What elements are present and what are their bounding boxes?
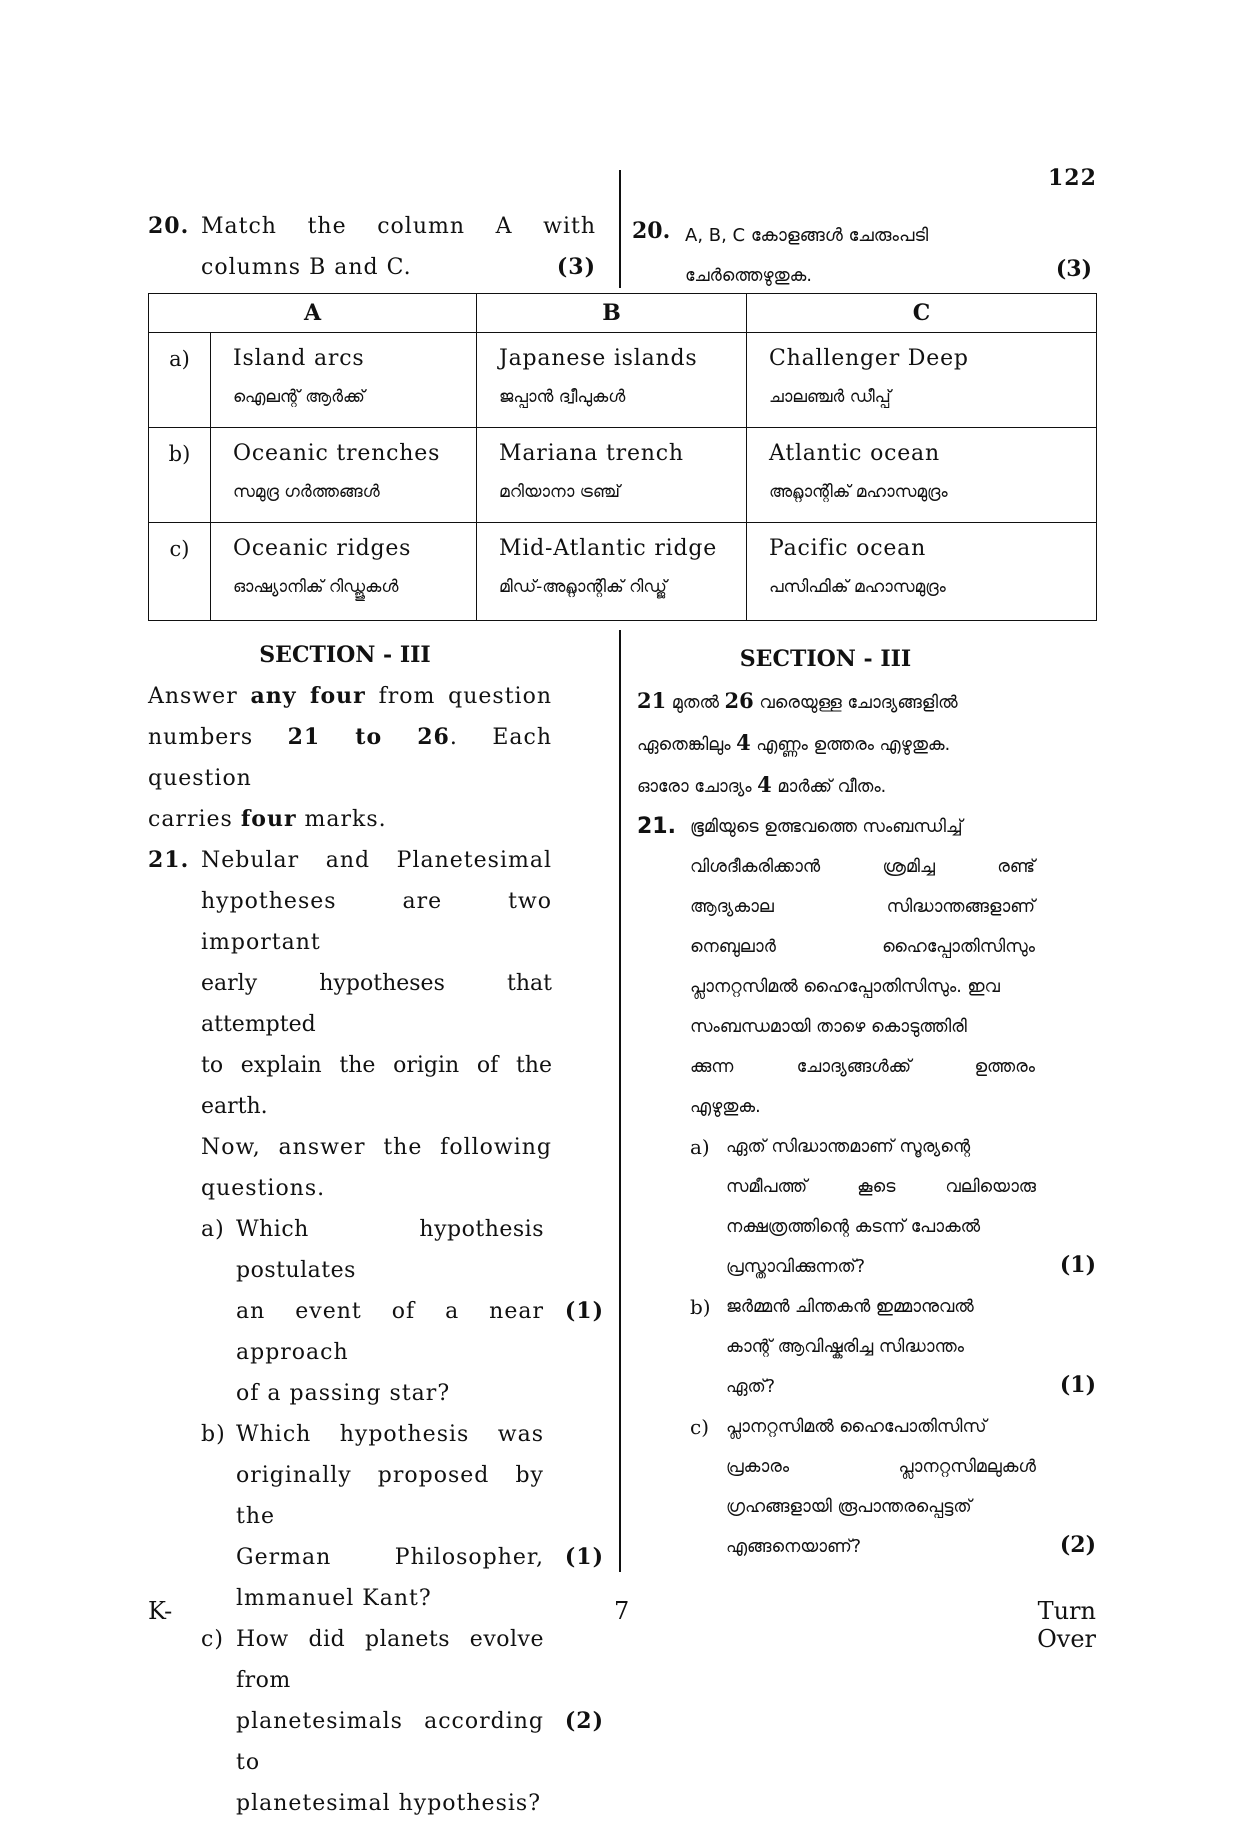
section-title: SECTION - III xyxy=(259,642,431,668)
text: ഏതെങ്കിലും xyxy=(637,735,737,755)
table-cell xyxy=(747,428,1097,523)
text-bold: 26 xyxy=(724,688,754,713)
table-cell xyxy=(211,428,477,523)
sub-line: കാന്റ് ആവിഷ്കരിച്ച സിദ്ധാന്തം xyxy=(726,1337,964,1357)
sub-line: an event of a near approach xyxy=(236,1299,544,1365)
text-bold: 4 xyxy=(736,730,751,755)
sub-line: How did planets evolve from xyxy=(236,1627,544,1693)
sub-line: നക്ഷത്രത്തിന്റെ കടന്ന് പോകൽ xyxy=(726,1217,981,1237)
cell-malayalam: ചാലഞ്ചർ ഡീപ്പ് xyxy=(769,387,891,407)
text: from question xyxy=(365,684,552,709)
cell-malayalam: മറിയാനാ ട്രഞ്ച് xyxy=(499,482,620,502)
sub-line: പ്ലാനറ്റസിമൽ ഹൈപോതിസിസ് xyxy=(726,1417,987,1437)
cell-english: Island arcs xyxy=(233,346,365,371)
q20-english xyxy=(148,206,596,288)
subquestion-b xyxy=(201,1414,604,1619)
q21-line: to explain the origin of the earth. xyxy=(201,1053,552,1119)
cell-english: Mid-Atlantic ridge xyxy=(499,536,718,561)
section-instructions xyxy=(637,681,1096,807)
row-label: c) xyxy=(149,523,211,621)
subquestion-c xyxy=(201,1619,604,1824)
text: മുതൽ xyxy=(666,693,725,713)
sub-line: Which hypothesis postulates xyxy=(236,1217,544,1283)
cell-english: Oceanic ridges xyxy=(233,536,412,561)
left-column-english xyxy=(148,638,604,1824)
subquestion-a xyxy=(690,1127,1096,1287)
text: carries xyxy=(148,807,241,832)
text-bold: any four xyxy=(250,683,366,709)
sub-label: b) xyxy=(201,1422,226,1447)
question-number: 21. xyxy=(148,847,190,873)
cell-malayalam: പസിഫിക് മഹാസമുദ്രം xyxy=(769,577,946,597)
table-row xyxy=(149,428,1097,523)
cell-english: Mariana trench xyxy=(499,441,684,466)
table-cell xyxy=(747,333,1097,428)
marks: (1) xyxy=(564,1298,604,1324)
cell-malayalam: സമുദ്ര ഗർത്തങ്ങൾ xyxy=(233,482,380,502)
marks: (1) xyxy=(564,1544,604,1570)
text-bold: four xyxy=(240,806,297,832)
sub-label: b) xyxy=(690,1295,711,1319)
subquestion-b xyxy=(690,1287,1096,1407)
table-cell xyxy=(211,523,477,621)
question-21-malayalam xyxy=(637,807,1096,1127)
q20-en-line1: Match the column A with xyxy=(201,214,596,239)
question-number: 20. xyxy=(148,213,190,239)
instruction-line xyxy=(148,717,552,799)
sub-line: ഗ്രഹങ്ങളായി രൂപാന്തരപ്പെട്ടത് xyxy=(726,1497,972,1517)
section-instructions xyxy=(148,676,552,840)
question-number: 21. xyxy=(637,814,676,839)
q21-line: ആദ്യകാല സിദ്ധാന്തങ്ങളാണ് xyxy=(690,897,1035,917)
section-title: SECTION - III xyxy=(739,646,912,672)
right-column-malayalam xyxy=(637,642,1096,1567)
column-header: A xyxy=(149,294,477,333)
text-bold: 21 xyxy=(637,688,667,713)
text: മാർക്ക് വീതം. xyxy=(771,777,887,797)
sub-label: c) xyxy=(690,1415,710,1439)
marks: (2) xyxy=(564,1708,604,1734)
sub-line: originally proposed by the xyxy=(236,1463,544,1529)
cell-english: Atlantic ocean xyxy=(769,441,940,466)
column-header: C xyxy=(747,294,1097,333)
cell-malayalam: മിഡ്-അറ്റ്ലാന്റിക് റിഡ്ജ് xyxy=(499,577,667,597)
q20-ml-line1: A, B, C കോളങ്ങൾ ചേരുംപടി xyxy=(685,225,929,246)
sub-label: c) xyxy=(201,1627,224,1652)
sub-line: planetesimals according to xyxy=(236,1709,544,1775)
sub-line: എങ്ങനെയാണ്? xyxy=(726,1537,862,1557)
column-divider-bottom xyxy=(619,630,621,1572)
sub-line: സമീപത്ത് കൂടെ വലിയൊരു xyxy=(726,1177,1036,1197)
instruction-line xyxy=(148,676,552,717)
text-bold: 21 to 26 xyxy=(287,724,450,750)
sub-line: of a passing star? xyxy=(236,1381,451,1406)
q21-line: Now, answer the following xyxy=(201,1135,552,1160)
instruction-line xyxy=(148,799,552,840)
table-row xyxy=(149,333,1097,428)
q21-line: Nebular and Planetesimal xyxy=(201,848,552,873)
sub-line: ഏത്? xyxy=(726,1377,776,1397)
sub-line: പ്രസ്താവിക്കുന്നത്? xyxy=(726,1257,866,1277)
table-cell xyxy=(477,428,747,523)
marks: (1) xyxy=(1059,1372,1096,1398)
text: Answer xyxy=(148,684,251,709)
marks: (2) xyxy=(1059,1532,1096,1558)
match-table xyxy=(148,293,1097,621)
q21-line: എഴുതുക. xyxy=(690,1097,761,1117)
cell-malayalam: ഓഷ്യാനിക് റിഡ്ജുകൾ xyxy=(233,577,399,597)
q21-line: questions. xyxy=(201,1176,326,1201)
sub-line: ഏത് സിദ്ധാന്തമാണ് സൂര്യന്റെ xyxy=(726,1137,971,1157)
sub-line: പ്രകാരം പ്ലാനറ്റസിമലുകൾ xyxy=(726,1457,1036,1477)
text: marks. xyxy=(296,807,387,832)
row-label: b) xyxy=(149,428,211,523)
marks: (1) xyxy=(1059,1252,1096,1278)
q21-line: ക്കുന്ന ചോദ്യങ്ങൾക്ക് ഉത്തരം xyxy=(690,1057,1035,1077)
table-cell xyxy=(477,333,747,428)
page-code: 122 xyxy=(1048,165,1097,191)
text: numbers xyxy=(148,725,288,750)
sub-line: German Philosopher, xyxy=(236,1545,544,1570)
q21-line: early hypotheses that attempted xyxy=(201,971,552,1037)
table-cell xyxy=(747,523,1097,621)
cell-english: Japanese islands xyxy=(499,346,698,371)
table-cell xyxy=(211,333,477,428)
cell-malayalam: അറ്റ്ലാന്റിക് മഹാസമുദ്രം xyxy=(769,482,948,502)
sub-line: lmmanuel Kant? xyxy=(236,1586,432,1611)
text: ഓരോ ചോദ്യം xyxy=(637,777,758,797)
table-row xyxy=(149,523,1097,621)
table-header-row xyxy=(149,294,1097,333)
text: വരെയുള്ള ചോദ്യങ്ങളിൽ xyxy=(753,693,958,713)
q21-line: നെബുലാർ ഹൈപ്പോതിസിസും xyxy=(690,937,1035,957)
cell-malayalam: ഐലന്റ് ആർക്ക് xyxy=(233,387,365,407)
text: . Each question xyxy=(148,725,552,791)
q21-line: hypotheses are two important xyxy=(201,889,552,955)
column-header: B xyxy=(477,294,747,333)
page-number: 7 xyxy=(614,1597,630,1625)
cell-malayalam: ജപ്പാൻ ദ്വീപുകൾ xyxy=(499,387,626,407)
q21-line: വിശദീകരിക്കാൻ ശ്രമിച്ച രണ്ട് xyxy=(690,857,1035,877)
q20-ml-line2: ചേർത്തെഴുതുക. xyxy=(685,266,812,286)
marks: (3) xyxy=(556,254,596,280)
subquestion-a xyxy=(201,1209,604,1414)
sub-line: ജർമ്മൻ ചിന്തകൻ ഇമ്മാനുവൽ xyxy=(726,1297,974,1317)
instruction-line xyxy=(637,765,1096,807)
marks: (3) xyxy=(1055,256,1092,282)
q21-line: പ്ലാനറ്റസിമൽ ഹൈപ്പോതിസിസും. ഇവ xyxy=(690,977,1000,997)
instruction-line xyxy=(637,723,1096,765)
question-21-english xyxy=(148,840,552,1209)
text: എണ്ണം ഉത്തരം എഴുതുക. xyxy=(750,735,951,755)
table-cell xyxy=(477,523,747,621)
cell-english: Oceanic trenches xyxy=(233,441,441,466)
q21-line: സംബന്ധമായി താഴെ കൊടുത്തിരി xyxy=(690,1017,967,1037)
q20-en-line2: columns B and C. xyxy=(201,255,412,280)
sub-line: planetesimal hypothesis? xyxy=(236,1791,541,1816)
subquestion-c xyxy=(690,1407,1096,1567)
question-number: 20. xyxy=(632,218,671,244)
q21-line: ഭൂമിയുടെ ഉത്ഭവത്തെ സംബന്ധിച്ച് xyxy=(690,817,963,837)
row-label: a) xyxy=(149,333,211,428)
instruction-line xyxy=(637,681,1096,723)
turn-over: Turn Over xyxy=(1037,1597,1096,1653)
cell-english: Pacific ocean xyxy=(769,536,927,561)
sub-line: Which hypothesis was xyxy=(236,1422,544,1447)
footer-left: K- xyxy=(148,1597,173,1625)
sub-label: a) xyxy=(201,1217,225,1242)
column-divider-top xyxy=(619,170,621,288)
sub-label: a) xyxy=(690,1135,710,1159)
q20-malayalam xyxy=(632,216,1092,296)
cell-english: Challenger Deep xyxy=(769,346,969,371)
text-bold: 4 xyxy=(757,772,772,797)
